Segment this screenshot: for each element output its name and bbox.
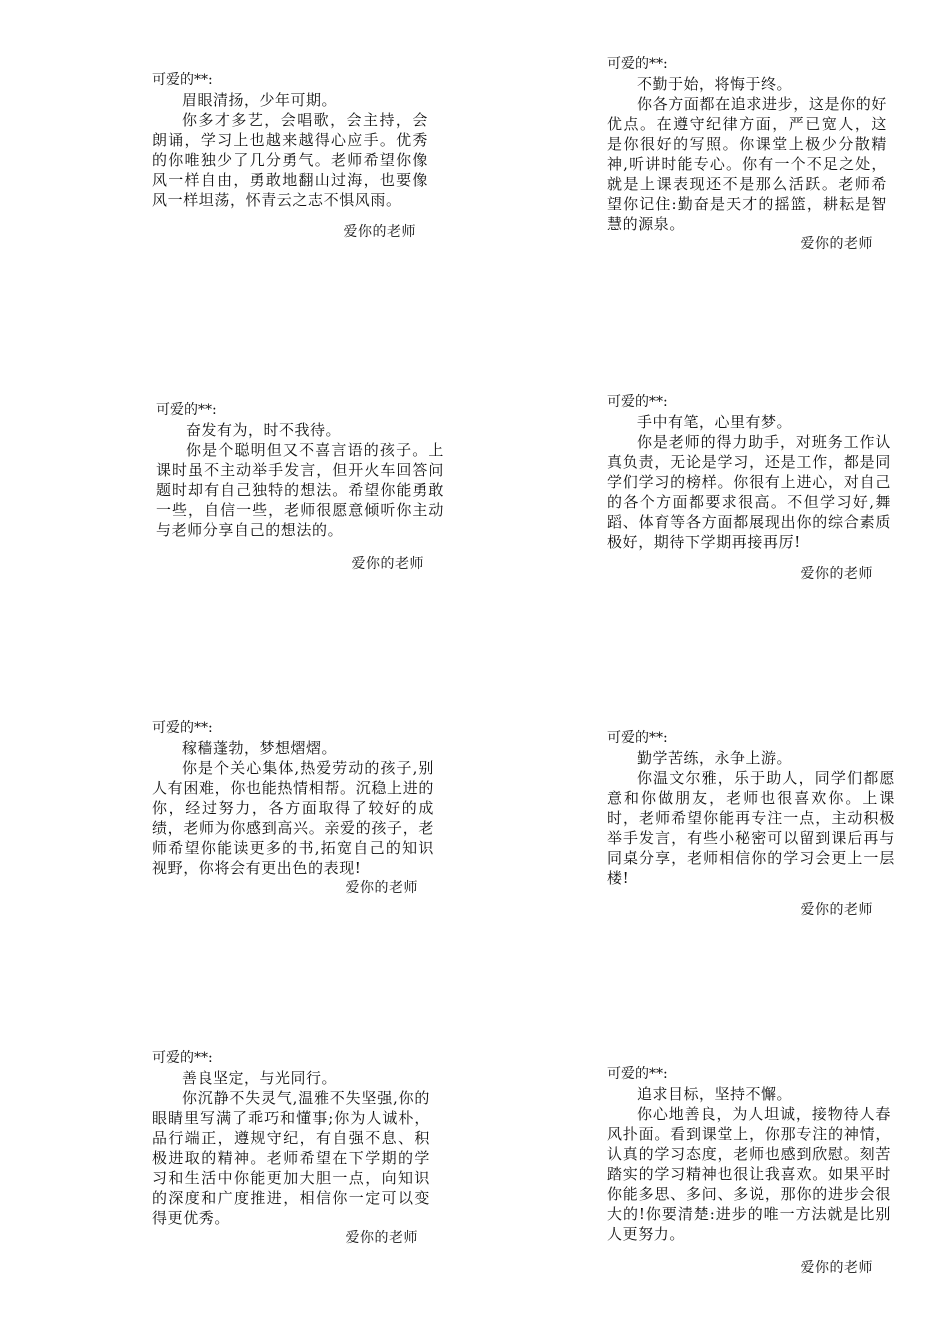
signature: 爱你的老师 xyxy=(345,880,418,896)
greeting: 可爱的**: xyxy=(607,56,668,72)
signature: 爱你的老师 xyxy=(343,224,416,240)
motto: 眉眼清扬，少年可期。 xyxy=(182,91,338,109)
signature: 爱你的老师 xyxy=(800,236,873,252)
comment-card-4 xyxy=(607,392,891,584)
motto: 奋发有为，时不我待。 xyxy=(186,421,342,439)
comment-body: 你各方面都在追求进步，这是你的好优点。在遵守纪律方面，严已宽人，这是你很好的写照。你课堂上极少分散精神,听讲时能专心。你有一个不足之处，就是上课表现还不是那么活跃。老师希望你记住:勤奋是天才的摇篮，耕耘是智慧的源泉。 xyxy=(607,95,887,233)
signature: 爱你的老师 xyxy=(800,902,873,918)
greeting: 可爱的**: xyxy=(607,730,668,746)
motto: 手中有笔，心里有梦。 xyxy=(637,413,793,431)
comment-card-5 xyxy=(152,718,434,898)
comment-card-3 xyxy=(156,400,444,574)
motto: 不勤于始，将悔于终。 xyxy=(637,75,793,93)
comment-card-6 xyxy=(607,728,895,920)
greeting: 可爱的**: xyxy=(607,1066,668,1082)
comment-card-8 xyxy=(607,1064,891,1278)
greeting: 可爱的**: xyxy=(607,394,668,410)
signature: 爱你的老师 xyxy=(800,1260,873,1276)
greeting: 可爱的**: xyxy=(156,402,217,418)
comment-card-1 xyxy=(152,70,428,242)
comment-body: 你是个关心集体,热爱劳动的孩子,别人有困难，你也能热情相帮。沉稳上进的你，经过努力，各方面取得了较好的成绩，老师为你感到高兴。亲爱的孩子，老师希望你能读更多的书,拓宽自己的知识视野，你将会有更出色的表现! xyxy=(152,759,434,877)
comment-body: 你是个聪明但又不喜言语的孩子。上课时虽不主动举手发言，但开火车回答问题时却有自己独特的想法。希望你能勇敢一些，自信一些，老师很愿意倾听你主动与老师分享自己的想法的。 xyxy=(156,441,444,539)
comment-card-7 xyxy=(152,1048,430,1248)
comment-body: 你心地善良，为人坦诚，接物待人春风扑面。看到课堂上，你那专注的神情，认真的学习态度，老师也感到欣慰。刻苦踏实的学习精神也很让我喜欢。如果平时你能多思、多问、多说，那你的进步会很大的!你要清楚:进步的唯一方法就是比别人更努力。 xyxy=(607,1105,891,1243)
greeting: 可爱的**: xyxy=(152,72,213,88)
signature: 爱你的老师 xyxy=(800,566,873,582)
comment-body: 你多才多艺，会唱歌，会主持，会朗诵，学习上也越来越得心应手。优秀的你唯独少了几分勇气。老师希望你像风一样自由，勇敢地翻山过海，也要像风一样坦荡，怀青云之志不惧风雨。 xyxy=(152,111,428,209)
greeting: 可爱的**: xyxy=(152,1050,213,1066)
comment-body: 你是老师的得力助手，对班务工作认真负责，无论是学习，还是工作，都是同学们学习的榜样。你很有上进心，对自己的各个方面都要求很高。不但学习好,舞蹈、体育等各方面都展现出你的综合素质极好，期待下学期再接再厉! xyxy=(607,433,891,551)
signature: 爱你的老师 xyxy=(345,1230,418,1246)
greeting: 可爱的**: xyxy=(152,720,213,736)
motto: 善良坚定，与光同行。 xyxy=(182,1069,338,1087)
motto: 稼穑蓬勃，梦想熠熠。 xyxy=(182,739,338,757)
motto: 勤学苦练，永争上游。 xyxy=(637,749,793,767)
motto: 追求目标，坚持不懈。 xyxy=(637,1085,793,1103)
comment-body: 你沉静不失灵气,温雅不失坚强,你的眼睛里写满了乖巧和懂事;你为人诚朴，品行端正，遵规守纪，有自强不息、积极进取的精神。老师希望在下学期的学习和生活中你能更加大胆一点，向知识的深度和广度推进，相信你一定可以变得更优秀。 xyxy=(152,1089,430,1227)
comment-body: 你温文尔雅，乐于助人，同学们都愿意和你做朋友，老师也很喜欢你。上课时，老师希望你能再专注一点，主动积极举手发言，有些小秘密可以留到课后再与同桌分享，老师相信你的学习会更上一层楼! xyxy=(607,769,895,887)
signature: 爱你的老师 xyxy=(351,556,424,572)
comment-card-2 xyxy=(607,54,887,254)
